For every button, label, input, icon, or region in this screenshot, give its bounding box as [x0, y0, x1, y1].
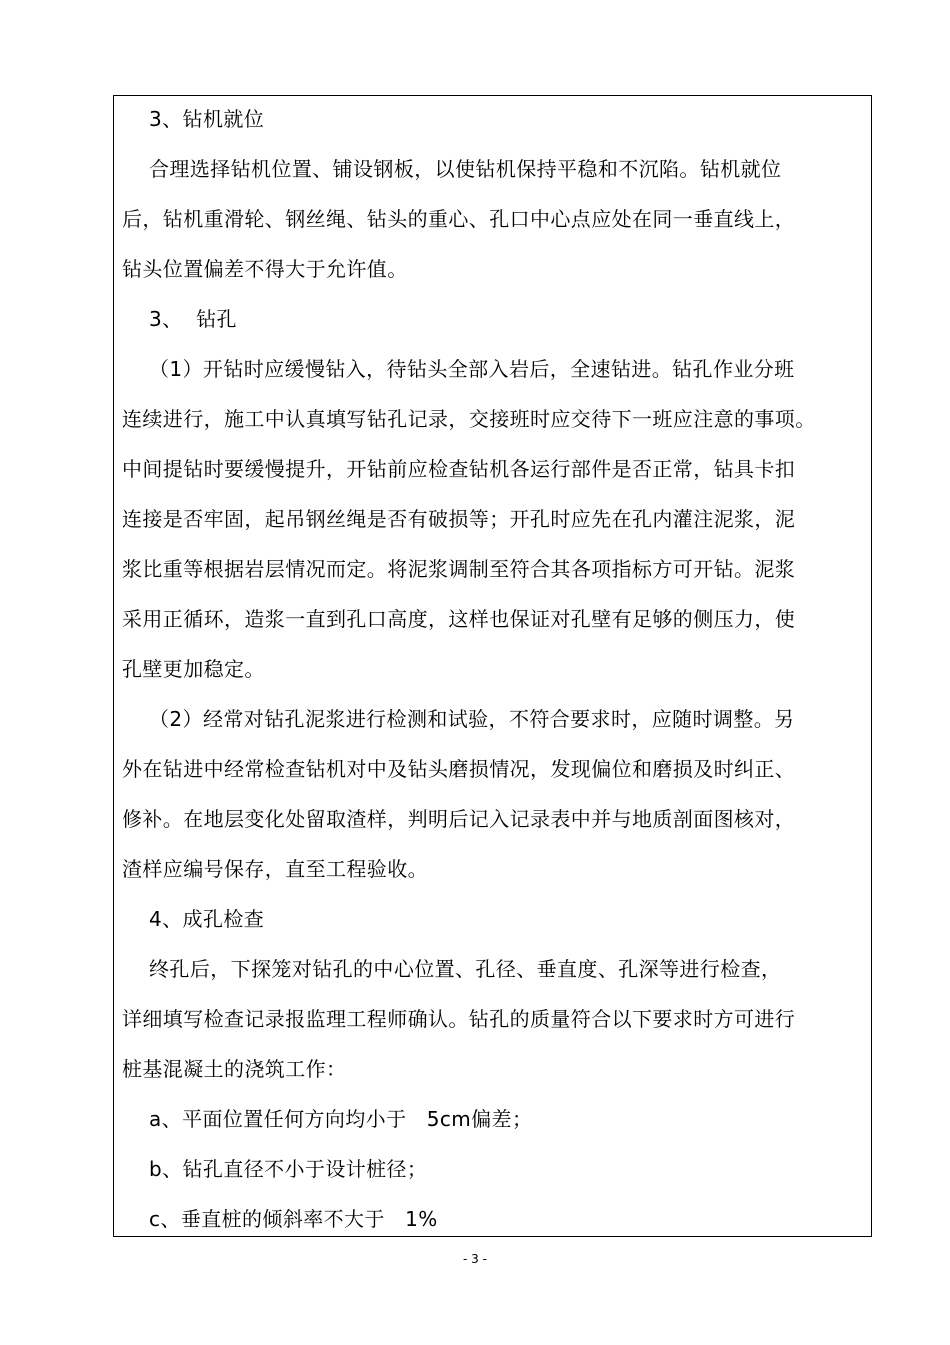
paragraph-line: 渣样应编号保存，直至工程验收。: [122, 857, 428, 881]
paragraph-line: （1）开钻时应缓慢钻入，待钻头全部入岩后，全速钻进。钻孔作业分班: [122, 357, 795, 381]
heading-drilling: 3、 钻孔: [122, 307, 237, 331]
paragraph-line: 修补。在地层变化处留取渣样，判明后记入记录表中并与地质剖面图核对，: [122, 807, 796, 831]
page-number: - 3 -: [463, 1252, 487, 1266]
paragraph-line: 中间提钻时要缓慢提升，开钻前应检查钻机各运行部件是否正常，钻具卡扣: [122, 457, 796, 481]
paragraph-line: 后，钻机重滑轮、钢丝绳、钻头的重心、孔口中心点应处在同一垂直线上，: [122, 207, 796, 231]
requirement-item-c: c、垂直桩的倾斜率不大于 1%: [122, 1207, 438, 1231]
paragraph-line: 外在钻进中经常检查钻机对中及钻头磨损情况，发现偏位和磨损及时纠正、: [122, 757, 796, 781]
paragraph-line: 连接是否牢固，起吊钢丝绳是否有破损等；开孔时应先在孔内灌注泥浆，泥: [122, 507, 796, 531]
heading-drill-positioning: 3、钻机就位: [122, 107, 265, 131]
requirement-item-a: a、平面位置任何方向均小于 5cm偏差；: [122, 1107, 533, 1131]
requirement-item-b: b、钻孔直径不小于设计桩径；: [122, 1157, 428, 1181]
paragraph-line: 桩基混凝土的浇筑工作：: [122, 1057, 347, 1081]
paragraph-line: 钻头位置偏差不得大于允许值。: [122, 257, 408, 281]
paragraph-line: 孔壁更加稳定。: [122, 657, 265, 681]
paragraph-line: （2）经常对钻孔泥浆进行检测和试验，不符合要求时，应随时调整。另: [122, 707, 795, 731]
paragraph-line: 浆比重等根据岩层情况而定。将泥浆调制至符合其各项指标方可开钻。泥浆: [122, 557, 796, 581]
paragraph-line: 合理选择钻机位置、铺设钢板，以使钻机保持平稳和不沉陷。钻机就位: [122, 157, 782, 181]
paragraph-line: 采用正循环，造浆一直到孔口高度，这样也保证对孔壁有足够的侧压力，使: [122, 607, 796, 631]
paragraph-line: 详细填写检查记录报监理工程师确认。钻孔的质量符合以下要求时方可进行: [122, 1007, 796, 1031]
paragraph-line: 终孔后，下探笼对钻孔的中心位置、孔径、垂直度、孔深等进行检查，: [122, 957, 782, 981]
heading-hole-inspection: 4、成孔检查: [122, 907, 265, 931]
paragraph-line: 连续进行，施工中认真填写钻孔记录，交接班时应交待下一班应注意的事项。: [122, 407, 816, 431]
